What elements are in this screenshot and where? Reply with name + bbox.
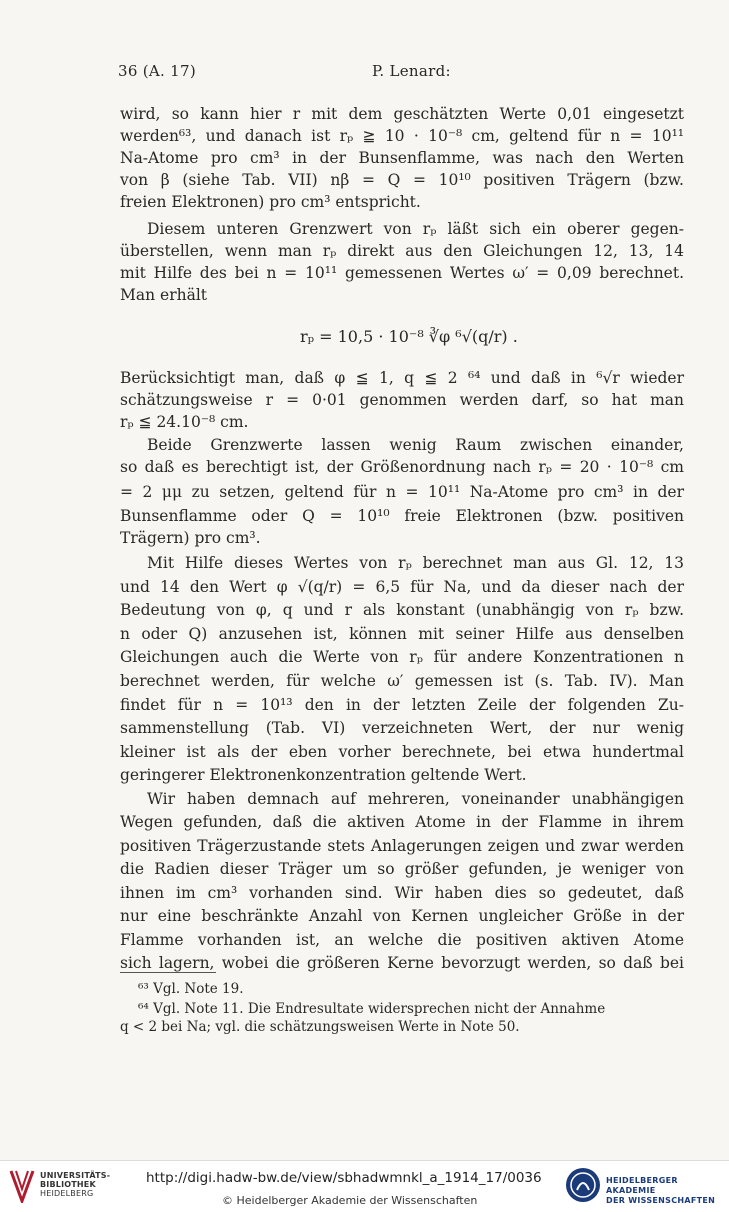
body-line: Na-Atome pro cm³ in der Bunsenflamme, was nach den Werten — [120, 149, 684, 167]
body-line: sich lagern, wobei die größeren Kerne bevorzugt werden, so daß bei — [120, 954, 684, 972]
body-line: findet für n = 10¹³ den in der letzten Zeile der folgenden Zu- — [120, 696, 684, 714]
footnote: ⁶³ Vgl. Note 19. — [138, 981, 244, 997]
body-line: Bunsenflamme oder Q = 10¹⁰ freie Elektronen (bzw. positiven — [120, 507, 684, 525]
body-line: und 14 den Wert φ √(q/r) = 6,5 für Na, und da dieser nach der — [120, 578, 684, 596]
body-line: überstellen, wenn man rₚ direkt aus den Gleichungen 12, 13, 14 — [120, 242, 684, 260]
academy-seal-icon — [564, 1166, 602, 1204]
body-line: mit Hilfe des bei n = 10¹¹ gemessenen Wertes ω′ = 0,09 berechnet. — [120, 264, 684, 282]
body-line: schätzungsweise r = 0·01 genommen werden darf, so hat man — [120, 391, 684, 409]
body-line: Mit Hilfe dieses Wertes von rₚ berechnet man aus Gl. 12, 13 — [147, 554, 684, 572]
body-line: Diesem unteren Grenzwert von rₚ läßt sich ein oberer gegen- — [147, 220, 684, 238]
equation: rₚ = 10,5 · 10⁻⁸ ∛φ ⁶√(q/r) . — [300, 327, 518, 346]
body-line: Man erhält — [120, 286, 208, 304]
body-line: Wegen gefunden, daß die aktiven Atome in der Flamme in ihrem — [120, 813, 684, 831]
body-line: Trägern) pro cm³. — [120, 529, 261, 547]
author-header: P. Lenard: — [372, 62, 451, 80]
copyright-text: © Heidelberger Akademie der Wissenschaften — [222, 1194, 478, 1207]
digitization-footer — [0, 1160, 729, 1212]
body-line: kleiner ist als der eben vorher berechnete, bei etwa hundertmal — [120, 743, 684, 761]
body-line: die Radien dieser Träger um so größer gefunden, je weniger von — [120, 860, 684, 878]
body-line: positiven Trägerzustande stets Anlagerungen zeigen und zwar werden — [120, 837, 684, 855]
body-line: Gleichungen auch die Werte von rₚ für andere Konzentrationen n — [120, 648, 684, 666]
body-line: = 2 μμ zu setzen, geltend für n = 10¹¹ Na-Atome pro cm³ in der — [120, 483, 684, 501]
body-line: werden⁶³, und danach ist rₚ ≧ 10 · 10⁻⁸ cm, geltend für n = 10¹¹ — [120, 127, 684, 145]
body-line: n oder Q) anzusehen ist, können mit seiner Hilfe aus denselben — [120, 625, 684, 643]
body-line: sammenstellung (Tab. VI) verzeichneten Wert, der nur wenig — [120, 719, 684, 737]
body-line: Berücksichtigt man, daß φ ≦ 1, q ≦ 2 ⁶⁴ und daß in ⁶√r wieder — [120, 369, 684, 387]
university-library-logo-icon — [8, 1169, 36, 1203]
body-line: so daß es berechtigt ist, der Größenordnung nach rₚ = 20 · 10⁻⁸ cm — [120, 458, 684, 476]
source-url-link[interactable]: http://digi.hadw-bw.de/view/sbhadwmnkl_a_1914_17/0036 — [146, 1170, 542, 1186]
body-line: Beide Grenzwerte lassen wenig Raum zwischen einander, — [147, 436, 684, 454]
page-number-header: 36 (A. 17) — [118, 62, 197, 80]
body-line: Bedeutung von φ, q und r als konstant (unabhängig von rₚ bzw. — [120, 601, 684, 619]
academy-name: HEIDELBERGER AKADEMIE DER WISSENSCHAFTEN — [606, 1176, 716, 1205]
body-line: Wir haben demnach auf mehreren, voneinander unabhängigen — [147, 790, 684, 808]
body-line: nur eine beschränkte Anzahl von Kernen ungleicher Größe in der — [120, 907, 684, 925]
body-line: von β (siehe Tab. VII) nβ = Q = 10¹⁰ positiven Trägern (bzw. — [120, 171, 684, 189]
body-line: freien Elektronen) pro cm³ entspricht. — [120, 193, 421, 211]
body-line: rₚ ≦ 24.10⁻⁸ cm. — [120, 413, 249, 431]
body-line: Flamme vorhanden ist, an welche die positiven aktiven Atome — [120, 931, 684, 949]
university-library-name: UNIVERSITÄTS- BIBLIOTHEK HEIDELBERG — [40, 1171, 111, 1198]
body-line: ihnen im cm³ vorhanden sind. Wir haben dies so gedeutet, daß — [120, 884, 684, 902]
body-line: berechnet werden, für welche ω′ gemessen ist (s. Tab. IV). Man — [120, 672, 684, 690]
body-line: wird, so kann hier r mit dem geschätzten Werte 0,01 eingesetzt — [120, 105, 684, 123]
footnote: ⁶⁴ Vgl. Note 11. Die Endresultate widersprechen nicht der Annahme — [138, 1001, 606, 1017]
footnote-rule — [120, 972, 216, 973]
footnote: q < 2 bei Na; vgl. die schätzungsweisen Werte in Note 50. — [120, 1019, 520, 1035]
body-line: geringerer Elektronenkonzentration geltende Wert. — [120, 766, 527, 784]
